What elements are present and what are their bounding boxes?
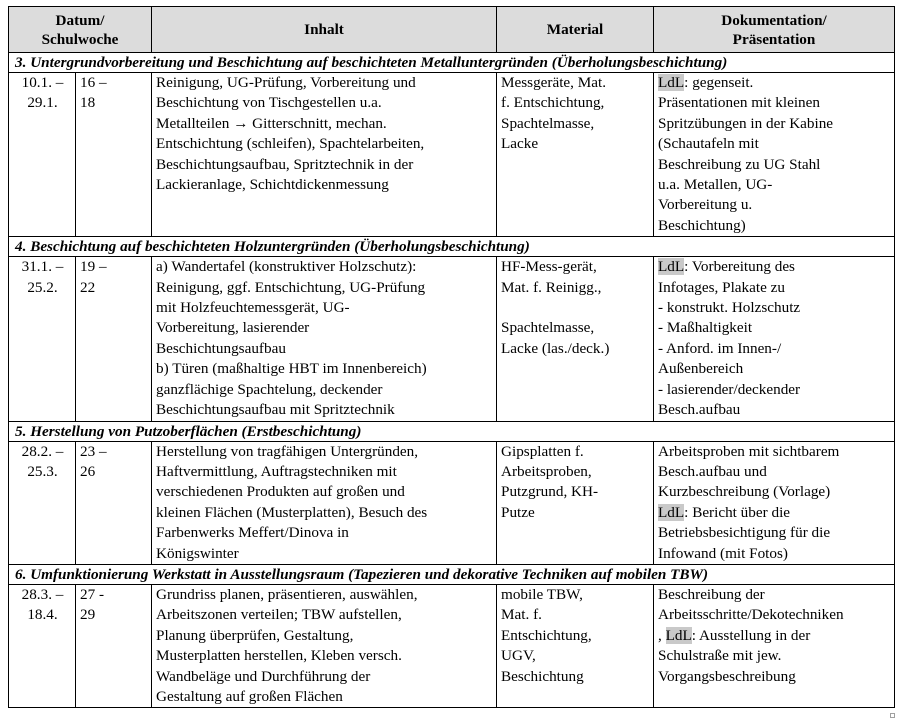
documentation-cell [654,257,895,421]
material-cell [497,441,654,564]
ldl-highlight: LdL [658,258,685,276]
text-line: mobile TBW, [501,585,583,603]
text-line: Entschichtung, [501,626,592,644]
text-line: ganzflächige Spachtelung, deckender [156,380,383,398]
text-line: Kurzbeschreibung (Vorlage) [658,483,831,501]
text-line: a) Wandertafel (konstruktiver Holzschutz): [156,258,417,276]
text-line: 18.4. [27,606,58,624]
text-line: Spachtelmasse, [501,319,595,337]
text-line: mit Holzfeuchtemessgerät, UG- [156,299,350,317]
week-cell [76,584,152,707]
week-cell [76,257,152,421]
text-line: Beschreibung der [658,585,765,603]
text-line: 23 – [80,442,107,460]
text-line: Präsentationen mit kleinen [658,94,820,112]
ldl-prefix: , [658,626,666,644]
text-line: 19 – [80,258,107,276]
section-title-row [9,421,895,441]
text-line: Herstellung von tragfähigen Untergründen, [156,442,419,460]
section-row [9,257,895,421]
text-line: Arbeitszonen verteilen; TBW aufstellen, [156,606,402,624]
text-line: 18 [80,94,96,112]
section-row [9,441,895,564]
content-cell [152,584,497,707]
text-line: Lacke (las./deck.) [501,339,610,357]
lesson-plan-table [8,6,895,708]
header-material: Material [497,7,654,53]
text-line: UGV, [501,647,536,665]
ldl-highlight: LdL [665,626,692,644]
content-cell [152,441,497,564]
ldl-text: : Ausstellung in der [691,626,811,644]
text-line: Gipsplatten f. [501,442,584,460]
text-line: Arbeitsproben mit sichtbarem [658,442,840,460]
text-line: Vorgangsbeschreibung [658,667,796,685]
text-line: (Schautafeln mit [658,135,759,153]
text-line: 26 [80,462,96,480]
text-line: Besch.aufbau [658,401,741,419]
text-line: Haftvermittlung, Auftragstechniken mit [156,462,397,480]
date-cell [9,441,76,564]
text-line: Arbeitsschritte/Dekotechniken [658,606,844,624]
text-line: Gestaltung auf großen Flächen [156,687,343,705]
section-row [9,73,895,237]
text-line: Außenbereich [658,360,744,378]
text-line: Infowand (mit Fotos) [658,544,788,562]
ldl-text: : Bericht über die [684,503,791,521]
ldl-line [658,257,891,277]
material-cell [497,584,654,707]
text-line: Betriebsbesichtigung für die [658,524,831,542]
text-line: Musterplatten herstellen, Kleben versch. [156,647,402,665]
text-line: 25.2. [27,278,58,296]
ldl-highlight: LdL [658,74,685,91]
text-line: 16 – [80,74,107,91]
ldl-line [658,626,891,646]
text-line: - konstrukt. Holzschutz [658,299,801,317]
text-line: Arbeitsproben, [501,462,592,480]
text-line: Spritzübungen in der Kabine [658,114,834,132]
header-content: Inhalt [152,7,497,53]
text-line: - Anford. im Innen-/ [658,339,782,357]
header-date: Datum/ Schulwoche [9,7,152,53]
week-cell [76,73,152,237]
text-line: Mat. f. [501,606,542,624]
material-cell [497,257,654,421]
section-row [9,584,895,707]
text-line: Wandbeläge und Durchführung der [156,667,371,685]
text-line: Reinigung, ggf. Entschichtung, UG-Prüfung [156,278,426,296]
text-line: Beschichtungsaufbau, Spritztechnik in der [156,155,414,173]
text-line: Beschichtung von Tischgestellen u.a. [156,94,382,112]
text-line: 22 [80,278,96,296]
text-line: u.a. Metallen, UG- [658,176,773,194]
section-title-row [9,53,895,73]
section-title: 5. Herstellung von Putzoberflächen (Erstbeschichtung) [9,421,895,441]
text-line: Reinigung, UG-Prüfung, Vorbereitung und [156,74,416,91]
text-line: Königswinter [156,544,239,562]
header-documentation: Dokumentation/ Präsentation [654,7,895,53]
section-title-row [9,237,895,257]
text-line: Beschichtungsaufbau mit Spritztechnik [156,401,395,419]
ldl-line [658,503,891,523]
text-line: Mat. f. Reinigg., [501,278,602,296]
text-line: Beschichtung [501,667,584,685]
text-line: kleinen Flächen (Musterplatten), Besuch des [156,503,428,521]
text-line: Lackieranlage, Schichtdickenmessung [156,176,389,194]
documentation-cell [654,73,895,237]
section-title: 4. Beschichtung auf beschichteten Holzuntergründen (Überholungsbeschichtung) [9,237,895,257]
week-cell [76,441,152,564]
text-line: Beschichtungsaufbau [156,339,286,357]
text-line: 10.1. – [21,74,64,91]
text-line: Beschichtung) [658,216,746,234]
text-line: verschiedenen Produkten auf großen und [156,483,405,501]
spacer [501,298,650,318]
text-line: 31.1. – [21,258,64,276]
text-line: b) Türen (maßhaltige HBT im Innenbereich) [156,360,427,378]
header-row [9,7,895,53]
text-line: - lasierender/deckender [658,380,801,398]
date-cell [9,257,76,421]
text-line: HF-Mess-gerät, [501,258,597,276]
text-line: f. Entschichtung, [501,94,605,112]
ldl-text: : gegenseit. [684,74,754,91]
text-line: 28.3. – [21,585,64,603]
text-line: Besch.aufbau und [658,462,767,480]
text-line: Schulstraße mit jew. [658,647,782,665]
section-title: 3. Untergrundvorbereitung und Beschichtung auf beschichteten Metalluntergründen (Überholungsbeschichtung) [9,53,895,73]
ldl-text: : Vorbereitung des [684,258,795,276]
date-cell [9,584,76,707]
text-line: Putze [501,503,535,521]
section-title-row [9,564,895,584]
content-cell [152,257,497,421]
documentation-cell [654,584,895,707]
text-line: Entschichtung (schleifen), Spachtelarbeiten, [156,135,425,153]
date-cell [9,73,76,237]
text-line: 27 - [80,585,105,603]
documentation-cell [654,441,895,564]
text-line: 25.3. [27,462,58,480]
text-line: Infotages, Plakate zu [658,278,785,296]
text-line: Putzgrund, KH- [501,483,599,501]
text-line: 29.1. [27,94,58,112]
text-line: 29 [80,606,96,624]
page-corner-mark [890,713,895,718]
text-line: - Maßhaltigkeit [658,319,753,337]
text-line: Grundriss planen, präsentieren, auswählen, [156,585,418,603]
text-line: Farbenwerks Meffert/Dinova in [156,524,349,542]
text-line: Planung überprüfen, Gestaltung, [156,626,354,644]
content-cell [152,73,497,237]
material-cell [497,73,654,237]
ldl-line [658,73,891,93]
section-title: 6. Umfunktionierung Werkstatt in Ausstellungsraum (Tapezieren und dekorative Techniken auf mobilen TBW) [9,564,895,584]
text-line: Spachtelmasse, [501,114,595,132]
ldl-highlight: LdL [658,503,685,521]
text-line: Metallteilen → Gitterschnitt, mechan. [156,114,387,132]
text-line: Beschreibung zu UG Stahl [658,155,821,173]
text-line: 28.2. – [21,442,64,460]
text-line: Messgeräte, Mat. [501,74,607,91]
text-line: Vorbereitung, lasierender [156,319,310,337]
text-line: Vorbereitung u. [658,196,753,214]
text-line: Lacke [501,135,539,153]
